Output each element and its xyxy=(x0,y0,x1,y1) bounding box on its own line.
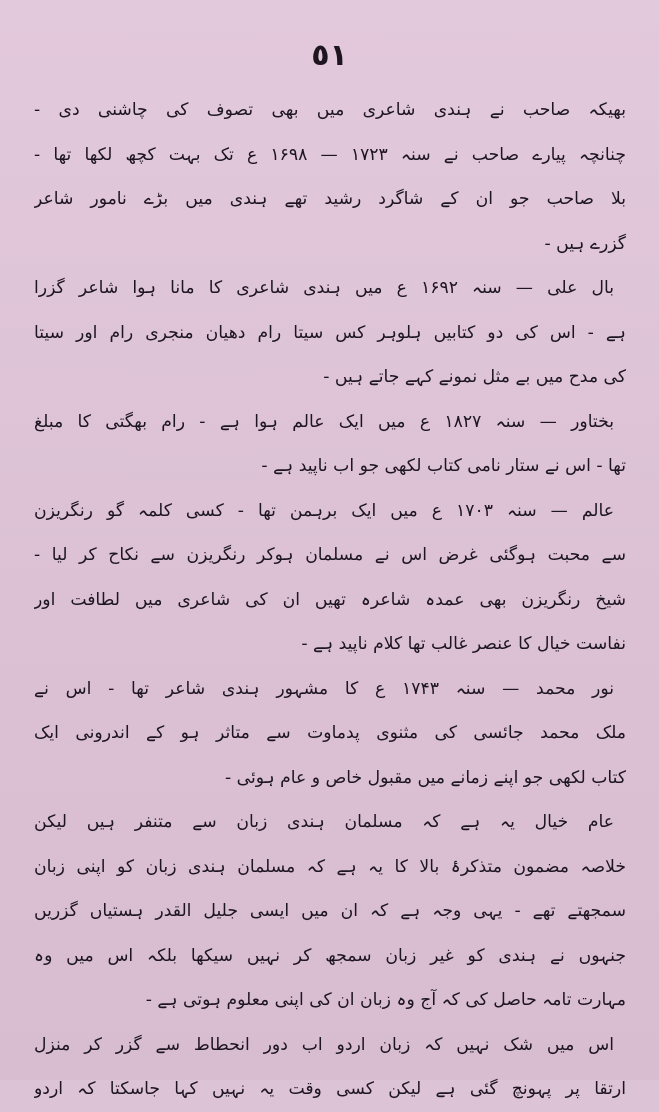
text-line: گزرے ہیں - xyxy=(544,233,626,254)
text-line: مہارت تامہ حاصل کی کہ آج وہ زبان ان کی اپنی معلوم ہوتی ہے - xyxy=(145,990,626,1010)
page-number: ٥١ xyxy=(311,38,348,73)
text-line: کی مدح میں بے مثل نمونے کہے جاتے ہیں - xyxy=(323,367,626,387)
text-line: جنہوں نے ہندی کو غیر زبان سمجھ کر نہیں سیکھا بلکہ اس میں وہ xyxy=(34,945,626,966)
text-line: بال علی — سنہ ۱۶۹۲ ع میں ہندی شاعری کا مانا ہوا شاعر گزرا xyxy=(34,278,614,298)
text-line: بختاور — سنہ ۱۸۲۷ ع میں ایک عالم ہوا ہے - رام بھگتی کا مبلغ xyxy=(34,411,615,432)
text-line: سمجھتے تھے - یہی وجہ ہے کہ ان میں ایسی جلیل القدر ہستیاں گزریں xyxy=(34,901,626,921)
text-line: ملک محمد جائسی کی مثنوی پدماوت سے متاثر ہو کے اندرونی ایک xyxy=(34,723,626,743)
text-line: ارتقا پر پہونچ گئی ہے لیکن کسی وقت یہ نہیں کہا جاسکتا کہ اردو xyxy=(34,1079,626,1099)
text-line: سے محبت ہوگئی غرض اس نے مسلمان ہوکر رنگریزن سے نکاح کر لیا - xyxy=(34,545,626,565)
text-line: نور محمد — سنہ ۱۷۴۳ ع کا مشہور ہندی شاعر تھا - اس نے xyxy=(34,678,615,699)
text-line: عام خیال یہ ہے کہ مسلمان ہندی زبان سے متنفر ہیں لیکن xyxy=(34,812,614,832)
text-line: عالم — سنہ ۱۷۰۳ ع میں ایک برہمن تھا - کسی کلمہ گو رنگریزن xyxy=(34,500,614,521)
text-line: نفاست خیال کا عنصر غالب تھا کلام ناپید ہے - xyxy=(301,634,626,654)
text-line: خلاصہ مضمون متذکرۂ بالا کا یہ ہے کہ مسلمان ہندی زبان کو اپنی زبان xyxy=(34,856,626,877)
text-line: ہے - اس کی دو کتابیں ہلوہر کس سیتا رام دھیان منجری رام اور سیتا xyxy=(34,322,626,343)
text-line: تھا - اس نے ستار نامی کتاب لکھی جو اب ناپید ہے - xyxy=(261,456,626,476)
text-line: چنانچہ پیارے صاحب نے سنہ ۱۷۲۳ — ۱۶۹۸ ع تک بہت کچھ لکھا تھا - xyxy=(34,144,626,165)
text-line: کتاب لکھی جو اپنے زمانے میں مقبول خاص و عام ہوئی - xyxy=(224,767,626,788)
page-text-body xyxy=(34,88,626,1112)
text-line: شیخ رنگریزن بھی عمدہ شاعرہ تھیں ان کی شاعری میں لطافت اور xyxy=(34,589,626,610)
text-line: بھیکہ صاحب نے ہندی شاعری میں بھی تصوف کی چاشنی دی - xyxy=(34,100,626,120)
text-line: اس میں شک نہیں کہ زبان اردو اب دور انحطاط سے گزر کر منزل xyxy=(34,1034,614,1055)
text-line: بلا صاحب جو ان کے شاگرد رشید تھے ہندی میں بڑے نامور شاعر xyxy=(34,189,626,209)
